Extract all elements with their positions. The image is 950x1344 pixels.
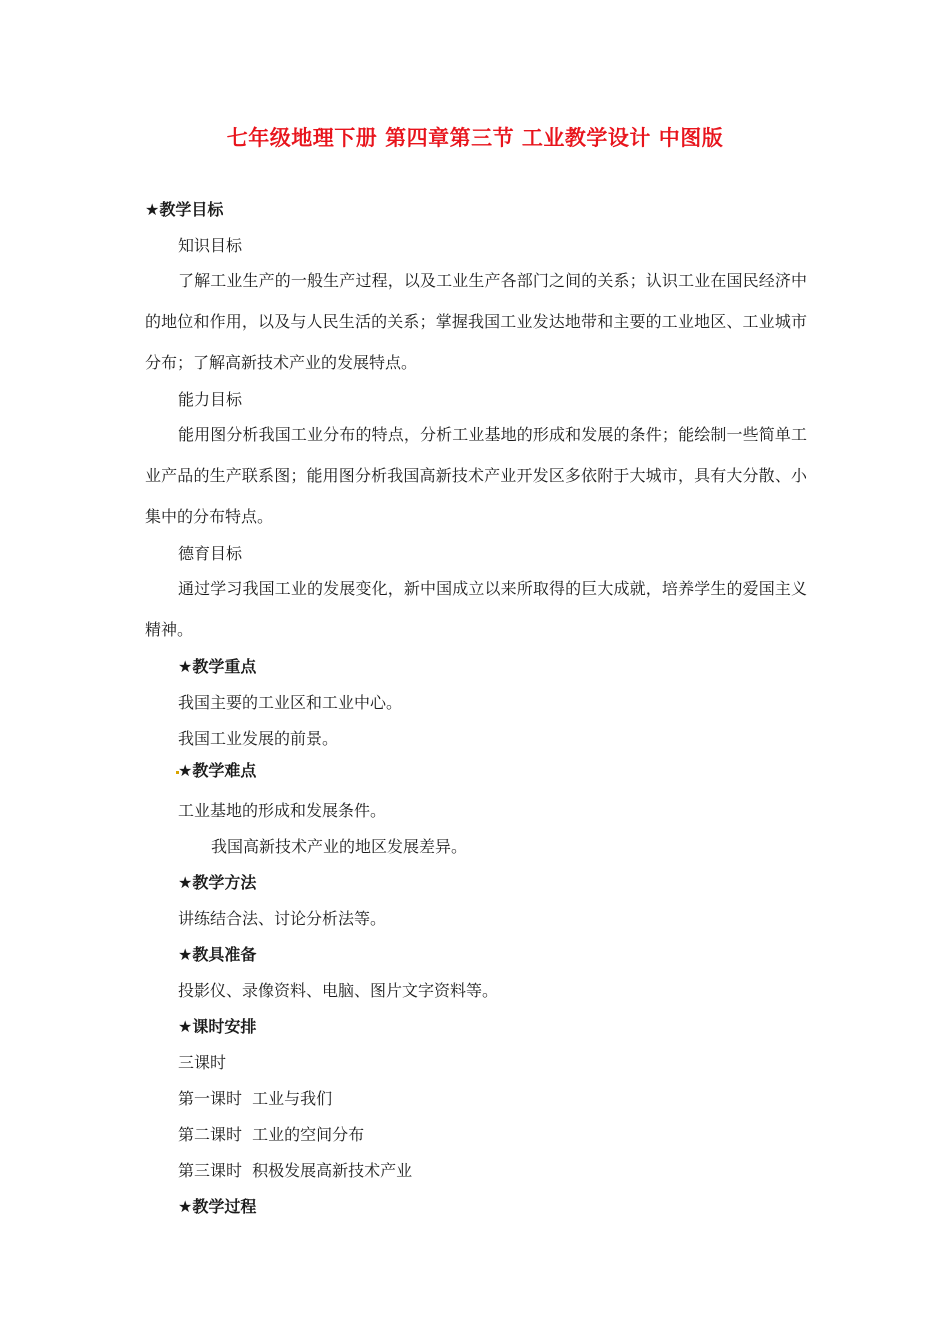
section-heading-difficulties: ★教学难点 (178, 761, 257, 780)
key-point-item: 我国主要的工业区和工业中心。 (178, 693, 403, 712)
section-heading-key-points: ★教学重点 (178, 657, 257, 676)
ability-goal-text: 能用图分析我国工业分布的特点，分析工业基地的形成和发展的条件；能绘制一些简单工业产品的生产联系图；能用图分析我国高新技术产业开发区多依附于大城市，具有大分散、小集中的分布特点。 (145, 425, 807, 526)
knowledge-goal-text: 了解工业生产的一般生产过程，以及工业生产各部门之间的关系；认识工业在国民经济中的地位和作用，以及与人民生活的关系；掌握我国工业发达地带和主要的工业地区、工业城市分布；了解高新技术产业的发展特点。 (145, 271, 807, 372)
schedule-lesson-item: 第三课时 积极发展高新技术产业 (178, 1161, 413, 1180)
document-title: 七年级地理下册 第四章第三节 工业教学设计 中图版 (226, 126, 724, 150)
section-heading-tools: ★教具准备 (178, 945, 257, 964)
difficulty-item: 工业基地的形成和发展条件。 (178, 801, 387, 820)
schedule-lesson-item: 第二课时 工业的空间分布 (178, 1125, 365, 1144)
section-heading-process: ★教学过程 (178, 1197, 257, 1216)
section-heading-methods: ★教学方法 (178, 873, 257, 892)
section-heading-teaching-goals: ★教学目标 (145, 200, 224, 219)
ability-goal-label: 能力目标 (178, 390, 243, 409)
section-heading-schedule: ★课时安排 (178, 1017, 257, 1036)
tools-text: 投影仪、录像资料、电脑、图片文字资料等。 (178, 981, 499, 1000)
schedule-lesson-item: 第一课时 工业与我们 (178, 1089, 333, 1108)
key-point-item: 我国工业发展的前景。 (178, 729, 339, 748)
knowledge-goal-label: 知识目标 (178, 236, 243, 255)
methods-text: 讲练结合法、讨论分析法等。 (178, 909, 387, 928)
moral-goal-label: 德育目标 (178, 544, 243, 563)
difficulty-item: 我国高新技术产业的地区发展差异。 (211, 837, 468, 856)
schedule-total: 三课时 (178, 1053, 227, 1072)
moral-goal-text: 通过学习我国工业的发展变化，新中国成立以来所取得的巨大成就，培养学生的爱国主义精神。 (145, 579, 807, 639)
